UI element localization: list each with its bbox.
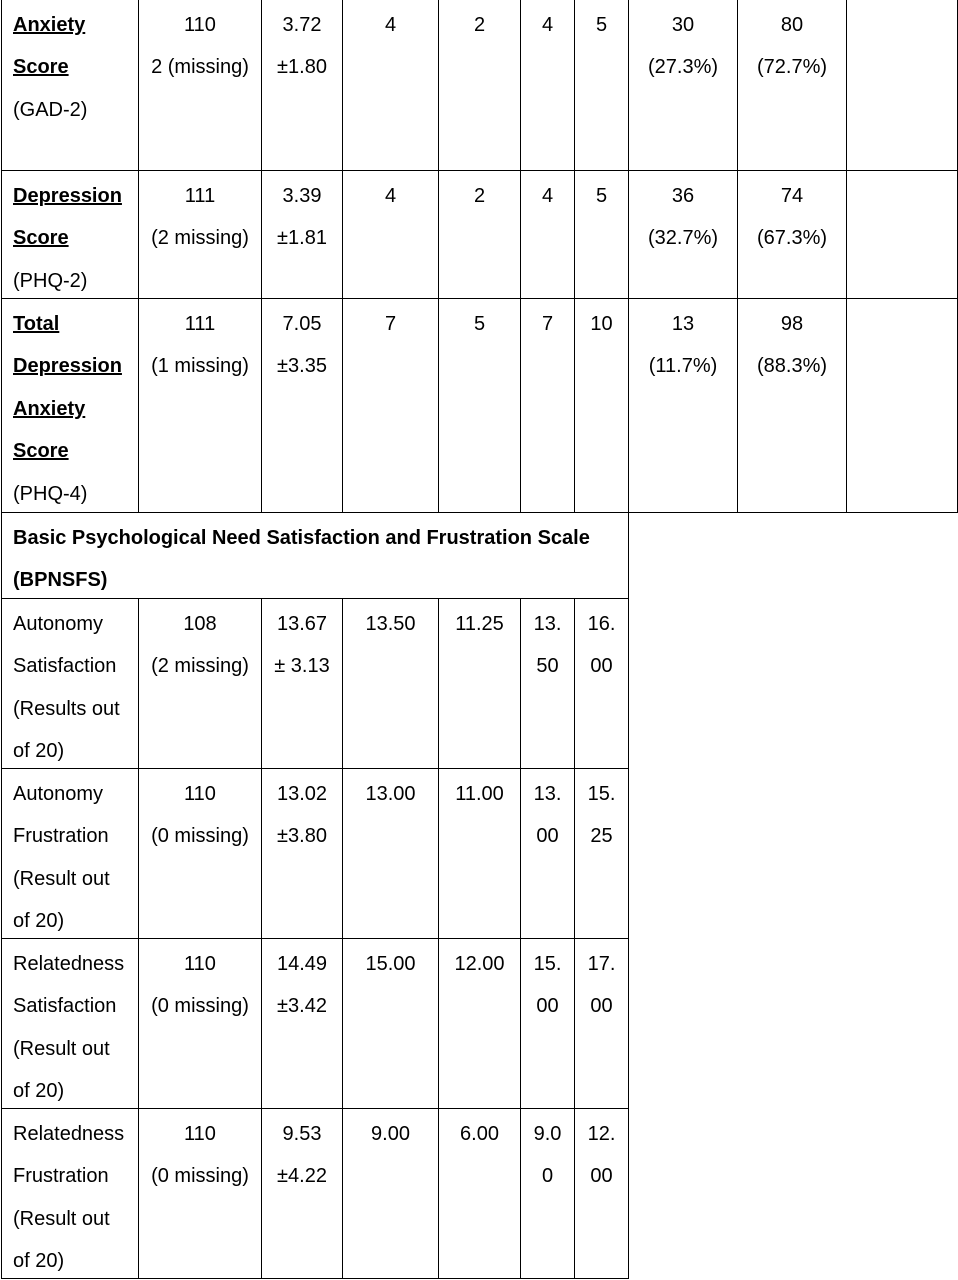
cell-line: 25 <box>590 825 613 848</box>
cell-line: 74 <box>780 185 804 207</box>
cell-line: 108 <box>183 613 217 635</box>
table-cell <box>438 1108 521 1279</box>
cell-line: (Result out <box>13 1037 110 1060</box>
table-cell <box>846 0 958 171</box>
table-cell <box>846 298 958 513</box>
table-cell <box>438 170 521 299</box>
cell-line: ±3.80 <box>277 825 327 848</box>
table-cell <box>737 298 847 513</box>
cell-line: (72.7%) <box>756 56 828 79</box>
cell-line: (PHQ-2) <box>13 269 88 292</box>
cell-line: 4 <box>384 185 397 207</box>
cell-line: Score <box>13 56 69 79</box>
cell-line: (88.3%) <box>756 355 828 378</box>
cell-line: 36 <box>671 185 695 207</box>
cell-line: Autonomy <box>13 783 104 805</box>
cell-line: ±3.35 <box>277 355 327 378</box>
cell-line: (32.7%) <box>647 227 719 250</box>
cell-line: ±1.80 <box>277 56 327 79</box>
cell-line: 15. <box>533 953 562 975</box>
table-cell <box>438 768 521 939</box>
table-cell <box>342 598 439 769</box>
cell-line: 110 <box>184 953 216 975</box>
cell-line: 10 <box>590 313 613 335</box>
cell-line: 7 <box>541 313 554 335</box>
table-cell <box>261 0 343 171</box>
table-cell <box>628 170 738 299</box>
cell-line: 2 <box>473 185 486 207</box>
table-cell <box>628 0 738 171</box>
table-cell <box>574 598 629 769</box>
cell-line: (0 missing) <box>151 995 249 1018</box>
cell-line: Relatedness <box>13 1123 125 1145</box>
table-cell <box>438 938 521 1109</box>
cell-line: Depression <box>13 185 122 207</box>
cell-line: 7.05 <box>282 313 322 335</box>
cell-line: 13 <box>671 313 695 335</box>
table-cell <box>574 298 629 513</box>
table-cell <box>138 298 262 513</box>
cell-line: 4 <box>384 14 397 36</box>
table-cell <box>520 170 575 299</box>
cell-line: 14.49 <box>276 953 328 975</box>
cell-line: 110 <box>184 783 216 805</box>
cell-line: 13. <box>533 613 562 635</box>
cell-line: 12.00 <box>454 953 505 975</box>
cell-line: 3.72 <box>282 14 322 36</box>
cell-line: (67.3%) <box>756 227 828 250</box>
cell-line: Autonomy <box>13 613 104 635</box>
table-cell <box>520 938 575 1109</box>
cell-line: Anxiety <box>13 14 86 36</box>
cell-line: (0 missing) <box>151 825 249 848</box>
cell-line: Basic Psychological Need Satisfaction and Frustration Scale <box>13 527 590 549</box>
cell-line: (11.7%) <box>648 355 718 378</box>
cell-line: 80 <box>780 14 804 36</box>
table-cell <box>138 0 262 171</box>
cell-line: Score <box>13 227 69 250</box>
cell-line: Depression <box>13 355 122 378</box>
cell-line: 5 <box>473 313 486 335</box>
table-cell <box>520 0 575 171</box>
cell-line: (2 missing) <box>151 227 249 250</box>
cell-line: 13.67 <box>276 613 328 635</box>
table-cell <box>138 598 262 769</box>
table-cell <box>261 938 343 1109</box>
cell-line: 110 <box>184 14 216 36</box>
table-cell <box>342 768 439 939</box>
cell-line: 3.39 <box>282 185 322 207</box>
cell-line: 15. <box>587 783 616 805</box>
cell-line: 11.00 <box>455 783 504 805</box>
cell-line: 15.00 <box>365 953 416 975</box>
cell-line: (1 missing) <box>151 355 249 378</box>
cell-line: Frustration <box>13 825 109 848</box>
cell-line: 2 <box>473 14 486 36</box>
cell-line: of 20) <box>13 1250 65 1273</box>
row-label-cell <box>1 298 139 513</box>
cell-line: ±1.81 <box>277 227 327 250</box>
table-cell <box>438 598 521 769</box>
cell-line: 9.00 <box>371 1123 410 1145</box>
cell-line: 5 <box>595 14 608 36</box>
cell-line: 6.00 <box>460 1123 499 1145</box>
table-cell <box>574 0 629 171</box>
table-cell <box>342 938 439 1109</box>
cell-line: 4 <box>541 185 554 207</box>
cell-line: 30 <box>671 14 695 36</box>
cell-line: (27.3%) <box>647 56 719 79</box>
cell-line: (PHQ-4) <box>13 482 88 505</box>
cell-line: ± 3.13 <box>274 655 330 678</box>
cell-line: 111 <box>184 313 216 335</box>
table-cell <box>261 298 343 513</box>
cell-line: (Results out <box>13 697 120 720</box>
cell-line: 111 <box>184 185 216 207</box>
cell-line: 13.50 <box>365 613 416 635</box>
cell-line: 98 <box>780 313 804 335</box>
cell-line: Satisfaction <box>13 995 117 1018</box>
row-label-cell <box>1 768 139 939</box>
cell-line: 5 <box>595 185 608 207</box>
table-cell <box>846 170 958 299</box>
cell-line: of 20) <box>13 1080 65 1103</box>
cell-line: 00 <box>590 1165 613 1188</box>
cell-line: Satisfaction <box>13 655 117 678</box>
table-cell <box>574 170 629 299</box>
cell-line: of 20) <box>13 910 65 933</box>
table-cell <box>574 1108 629 1279</box>
cell-line: (0 missing) <box>151 1165 249 1188</box>
row-label-cell <box>1 938 139 1109</box>
cell-line: Relatedness <box>13 953 125 975</box>
section-header <box>1 512 629 599</box>
table-cell <box>138 170 262 299</box>
cell-line: 9.53 <box>282 1123 322 1145</box>
cell-line: 13. <box>533 783 562 805</box>
table-cell <box>342 1108 439 1279</box>
cell-line: 16. <box>587 613 616 635</box>
cell-line: of 20) <box>13 740 65 763</box>
cell-line: 11.25 <box>455 613 504 635</box>
table-cell <box>574 938 629 1109</box>
cell-line: (2 missing) <box>151 655 249 678</box>
cell-line: Score <box>13 440 69 463</box>
row-label-cell <box>1 1108 139 1279</box>
cell-line: Total <box>13 313 60 335</box>
cell-line: 110 <box>184 1123 216 1145</box>
row-label-cell <box>1 598 139 769</box>
table-cell <box>438 298 521 513</box>
table-cell <box>138 1108 262 1279</box>
cell-line: Frustration <box>13 1165 109 1188</box>
cell-line: 9.0 <box>533 1123 562 1145</box>
row-label-cell <box>1 0 139 171</box>
table-cell <box>520 298 575 513</box>
table-cell <box>261 768 343 939</box>
table-cell <box>520 1108 575 1279</box>
cell-line: 50 <box>536 655 559 678</box>
cell-line: Anxiety <box>13 397 86 420</box>
table-cell <box>261 1108 343 1279</box>
cell-line: 12. <box>587 1123 616 1145</box>
table-cell <box>628 298 738 513</box>
table-cell <box>737 0 847 171</box>
cell-line: 00 <box>536 825 559 848</box>
cell-line: (Result out <box>13 1207 110 1230</box>
cell-line: 17. <box>587 953 616 975</box>
table-cell <box>737 170 847 299</box>
table-cell <box>261 170 343 299</box>
table-cell <box>574 768 629 939</box>
cell-line: 00 <box>590 995 613 1018</box>
table-cell <box>138 768 262 939</box>
row-label-cell <box>1 170 139 299</box>
cell-line: (Result out <box>13 867 110 890</box>
cell-line: ±4.22 <box>277 1165 327 1188</box>
cell-line: 4 <box>541 14 554 36</box>
cell-line: (BPNSFS) <box>13 569 108 592</box>
cell-line: 2 (missing) <box>151 56 249 79</box>
table-cell <box>342 170 439 299</box>
cell-line: ±3.42 <box>277 995 327 1018</box>
table-cell <box>261 598 343 769</box>
table-cell <box>438 0 521 171</box>
cell-line: 13.00 <box>365 783 416 805</box>
cell-line: 0 <box>541 1165 554 1188</box>
cell-line: 13.02 <box>276 783 328 805</box>
cell-line: 00 <box>590 655 613 678</box>
cell-line: 00 <box>536 995 559 1018</box>
cell-line: (GAD-2) <box>13 98 88 121</box>
table-cell <box>342 0 439 171</box>
table-cell <box>138 938 262 1109</box>
table-cell <box>520 768 575 939</box>
table-cell <box>520 598 575 769</box>
cell-line: 7 <box>384 313 397 335</box>
table-cell <box>342 298 439 513</box>
